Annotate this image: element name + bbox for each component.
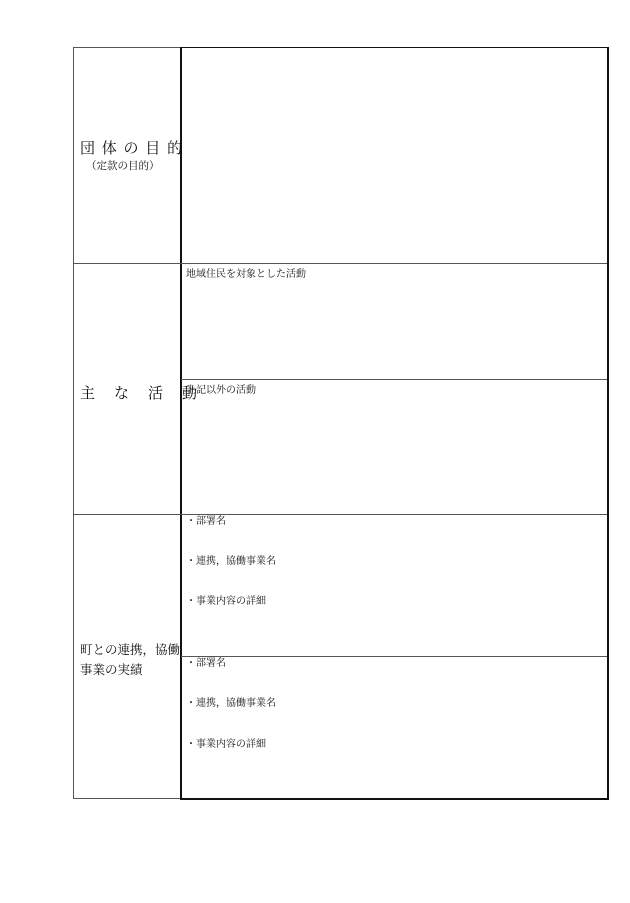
other-activities-label: 上記以外の活動 — [186, 385, 256, 396]
row-divider — [181, 379, 607, 380]
activities-label: 主 な 活 動 — [80, 384, 200, 402]
details-item: ・事業内容の詳細 — [186, 596, 266, 607]
row-divider — [73, 263, 607, 264]
purpose-sublabel: （定款の目的） — [86, 160, 160, 172]
project-name-item: ・連携，協働事業名 — [186, 698, 276, 709]
row-divider — [73, 514, 607, 515]
collaboration-label-line1: 町との連携，協働 — [80, 642, 181, 657]
row-divider — [181, 656, 607, 657]
department-item: ・部署名 — [186, 658, 226, 669]
local-activities-label: 地域住民を対象とした活動 — [186, 269, 306, 280]
department-item: ・部署名 — [186, 516, 226, 527]
purpose-field[interactable] — [182, 48, 605, 262]
table-bottom-border-left — [73, 798, 180, 799]
project-name-item: ・連携，協働事業名 — [186, 556, 276, 567]
details-item: ・事業内容の詳細 — [186, 739, 266, 750]
purpose-label: 団 体 の 目 的 — [80, 139, 184, 157]
collaboration-label-line2: 事業の実績 — [80, 662, 143, 677]
table-left-border — [73, 47, 74, 799]
